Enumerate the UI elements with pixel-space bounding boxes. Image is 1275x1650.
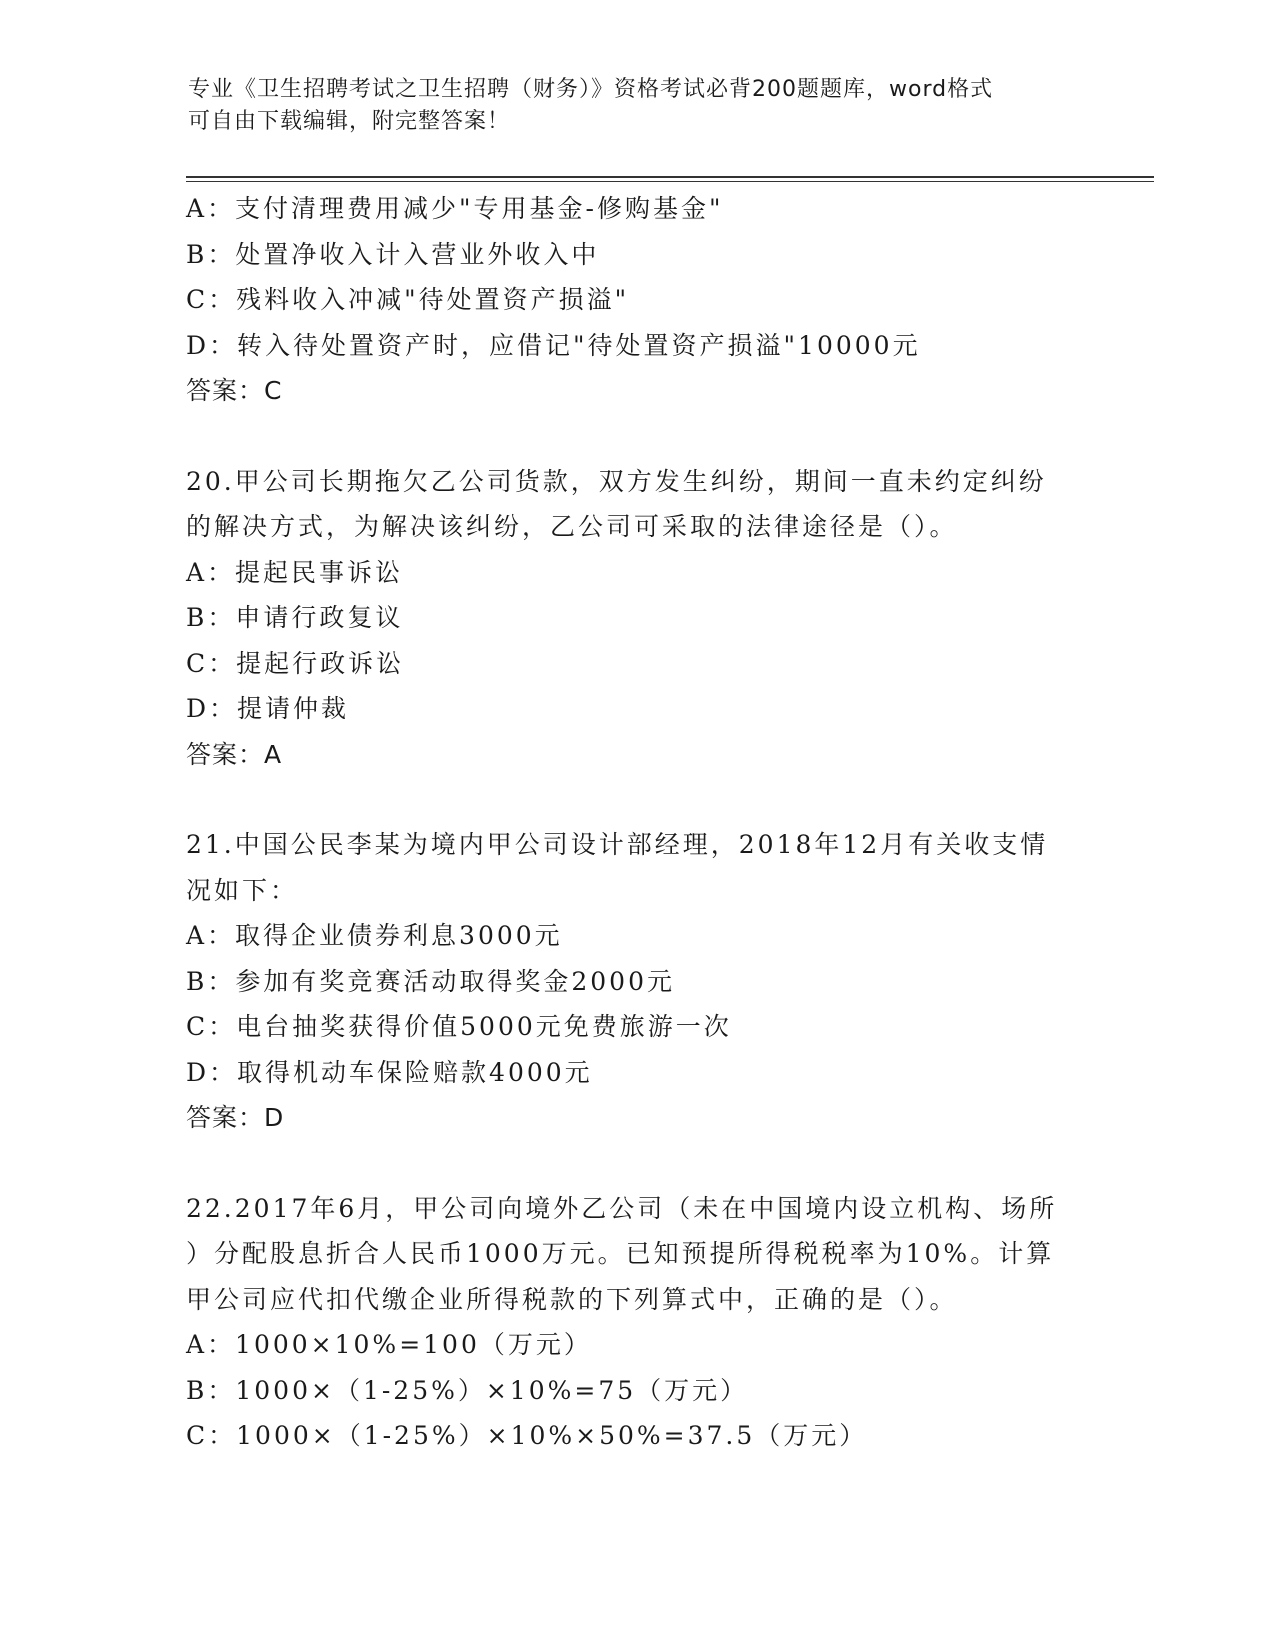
answer: 答案：A — [186, 739, 283, 769]
option-a: A：支付清理费用减少"专用基金-修购基金" — [186, 194, 724, 223]
option-a: A：提起民事诉讼 — [186, 557, 404, 587]
question-20 — [186, 459, 1086, 778]
option-c: C：电台抽奖获得价值5000元免费旅游一次 — [186, 1012, 732, 1041]
header-rule-thin — [186, 181, 1154, 182]
option-c: C：残料收入冲减"待处置资产损溢" — [186, 285, 630, 314]
document-header — [188, 74, 1068, 138]
spacer — [186, 1141, 1086, 1186]
question-19 — [186, 186, 1086, 414]
question-stem-line: ）分配股息折合人民币1000万元。已知预提所得税税率为10%。计算 — [186, 1239, 1055, 1268]
spacer — [186, 414, 1086, 459]
header-rule-thick — [186, 176, 1154, 178]
question-stem-line: 21.中国公民李某为境内甲公司设计部经理，2018年12月有关收支情 — [186, 830, 1049, 859]
question-stem-line: 况如下： — [186, 875, 299, 905]
option-b: B：参加有奖竞赛活动取得奖金2000元 — [186, 966, 675, 996]
option-a: A：1000×10%=100（万元） — [186, 1330, 592, 1359]
answer: 答案：C — [186, 376, 283, 405]
question-list — [186, 186, 1086, 1459]
option-a: A：取得企业债券利息3000元 — [186, 921, 563, 950]
option-b: B：处置净收入计入营业外收入中 — [186, 239, 600, 269]
option-c: C：1000×（1-25%）×10%×50%=37.5（万元） — [186, 1421, 868, 1450]
option-d: D：转入待处置资产时，应借记"待处置资产损溢"10000元 — [186, 330, 921, 360]
question-stem-line: 的解决方式，为解决该纠纷，乙公司可采取的法律途径是（）。 — [186, 512, 958, 541]
option-b: B：申请行政复议 — [186, 603, 404, 632]
option-c: C：提起行政诉讼 — [186, 648, 405, 678]
option-d: D：取得机动车保险赔款4000元 — [186, 1057, 593, 1087]
question-stem-line: 20.甲公司长期拖欠乙公司货款，双方发生纠纷，期间一直未约定纠纷 — [186, 466, 1047, 496]
answer: 答案：D — [186, 1103, 285, 1132]
question-stem-line: 甲公司应代扣代缴企业所得税款的下列算式中，正确的是（）。 — [186, 1284, 958, 1314]
question-22 — [186, 1186, 1086, 1459]
question-21 — [186, 822, 1086, 1141]
header-line-2: 可自由下载编辑，附完整答案！ — [188, 109, 511, 134]
question-stem-line: 22.2017年6月，甲公司向境外乙公司（未在中国境内设立机构、场所 — [186, 1193, 1058, 1223]
header-line-1: 专业《卫生招聘考试之卫生招聘（财务）》资格考试必背200题题库，word格式 — [188, 77, 994, 102]
option-d: D：提请仲裁 — [186, 694, 350, 723]
option-b: B：1000×（1-25%）×10%=75（万元） — [186, 1375, 749, 1405]
spacer — [186, 777, 1086, 822]
